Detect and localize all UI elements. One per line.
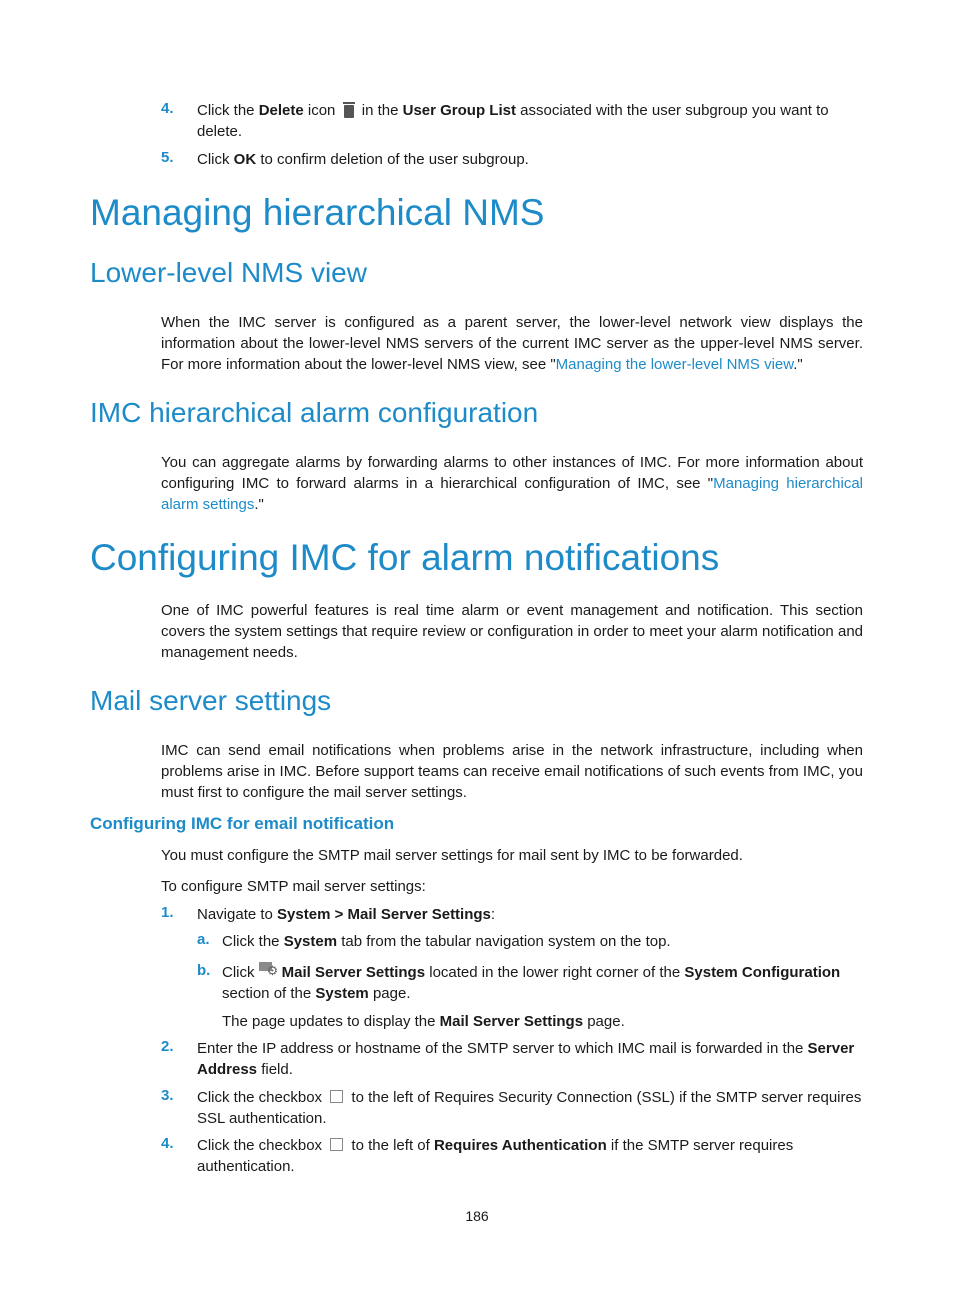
delete-icon (344, 105, 354, 118)
substep-letter: a. (197, 931, 210, 948)
text-run: Navigate to (197, 906, 278, 923)
text-run: When the IMC server is configured as a parent server, the lower-level network view displays the information about the lower-level NMS servers of the current IMC server as the upper-level NMS server. For more information about the lower-level NMS view, see " (161, 314, 863, 373)
text-run: field. (257, 1061, 293, 1078)
bold-term: Delete (258, 102, 304, 119)
paragraph-configuring (161, 600, 863, 663)
step-text (197, 904, 863, 925)
bold-term: System (283, 933, 338, 950)
text-run: You can aggregate alarms by forwarding alarms to other instances of IMC. For more information about configuring IMC to forward alarms in a hierarchical configuration of IMC, see " (161, 454, 863, 492)
text-run: to the left of (347, 1137, 434, 1154)
bold-term: System Configuration (684, 964, 841, 981)
text-run: in the (357, 102, 403, 119)
checkbox-icon (330, 1090, 343, 1103)
text-run: located in the lower right corner of the (425, 964, 685, 981)
step-text (197, 1038, 863, 1080)
substep-text (222, 962, 863, 1004)
bold-term: Server Address (197, 1040, 855, 1078)
text-run: The page updates to display the (222, 1013, 440, 1030)
text-run: Enter the IP address or hostname of the SMTP server to which IMC mail is forwarded in the (197, 1040, 808, 1057)
text-run: to the left of Requires Security Connection (SSL) if the SMTP server requires SSL authentication. (197, 1089, 862, 1127)
text-run: : (490, 906, 496, 923)
bold-term: Mail Server Settings (281, 964, 426, 981)
text-run: to confirm deletion of the user subgroup. (256, 151, 529, 168)
heading-mail-server-settings: Mail server settings (90, 685, 332, 716)
checkbox-icon (330, 1138, 343, 1151)
text-run: Click the checkbox (197, 1089, 327, 1106)
heading-managing-hierarchical-nms: Managing hierarchical NMS (90, 192, 545, 233)
paragraph-mail (161, 740, 863, 803)
step-text (197, 1135, 807, 1177)
step-number: 1. (161, 904, 174, 921)
text-run: Click the (222, 933, 284, 950)
heading-lower-level-nms-view: Lower-level NMS view (90, 257, 367, 288)
text-run: Click the (197, 102, 259, 119)
paragraph-lower-level (161, 312, 863, 375)
text-run: if the SMTP server requires authentication. (197, 1137, 794, 1175)
step-number: 5. (161, 149, 174, 166)
step-number: 3. (161, 1087, 174, 1104)
text-run: ." (793, 356, 803, 373)
paragraph-smtp-intro (161, 876, 863, 897)
text-run: Click (197, 151, 234, 168)
text-run: Click the checkbox (197, 1137, 327, 1154)
text-run: You must configure the SMTP mail server settings for mail sent by IMC to be forwarded. (161, 847, 743, 864)
text-run: icon (303, 102, 340, 119)
step-text (197, 1087, 863, 1129)
text-run: ." (254, 496, 264, 513)
text-run: One of IMC powerful features is real time alarm or event management and notification. This section covers the system settings that require review or configuration in order to meet your alarm notification and management needs. (161, 602, 863, 661)
text-run: tab from the tabular navigation system on the top. (337, 933, 671, 950)
bold-term: Requires Authentication (433, 1137, 607, 1154)
step-text (197, 100, 847, 142)
heading-configuring-imc-alarm-notifications: Configuring IMC for alarm notifications (90, 537, 720, 578)
step-number: 4. (161, 1135, 174, 1152)
text-run: page. (583, 1013, 625, 1030)
step-text (197, 149, 863, 170)
bold-term: Mail Server Settings (439, 1013, 584, 1030)
bold-term: User Group List (402, 102, 516, 119)
page-number: 186 (465, 1208, 489, 1224)
step-number: 4. (161, 100, 174, 117)
substep-note (222, 1011, 863, 1032)
paragraph-smtp (161, 845, 863, 866)
text-run: page. (368, 985, 411, 1002)
cross-reference-link[interactable]: Managing hierarchical alarm settings (161, 475, 863, 513)
text-run: associated with the user subgroup you want to delete. (197, 102, 829, 140)
text-run: To configure SMTP mail server settings: (161, 878, 426, 895)
bold-term: OK (233, 151, 257, 168)
substep-letter: b. (197, 962, 211, 979)
substep-text (222, 931, 863, 952)
mail-server-settings-icon (259, 962, 279, 978)
heading-email-notification: Configuring IMC for email notification (90, 814, 395, 833)
bold-term: System (315, 985, 369, 1002)
text-run: IMC can send email notifications when problems arise in the network infrastructure, including when problems arise in IMC. Before support teams can receive email notifications of such events from IMC, you must first to configure the mail server settings. (161, 742, 863, 801)
step-number: 2. (161, 1038, 174, 1055)
paragraph-alarm-config (161, 452, 863, 515)
text-run: Click (222, 964, 259, 981)
heading-imc-hierarchical-alarm: IMC hierarchical alarm configuration (90, 397, 539, 428)
text-run: section of the (222, 985, 316, 1002)
bold-term: System > Mail Server Settings (277, 906, 491, 923)
cross-reference-link[interactable]: Managing the lower-level NMS view (555, 356, 794, 373)
